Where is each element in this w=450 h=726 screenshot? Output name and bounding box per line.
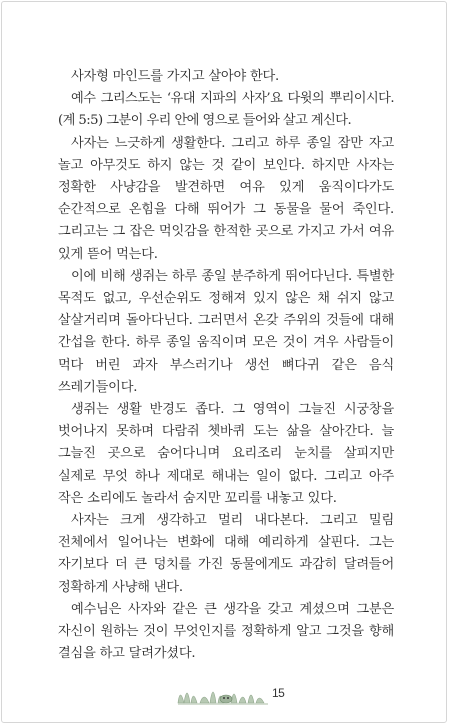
body-text: [58, 66, 394, 665]
footer-illustration: [176, 677, 286, 707]
paragraph: 사자는 느긋하게 생활한다. 그리고 하루 종일 잠만 자고 놀고 아무것도 하지 않는 것 같이 보인다. 하지만 사자는 정확한 사냥감을 발견하면 여유 있게 움직이다가도 순간적으로 온힘을 다해 뛰어가 그 동물을 물어 죽인다. 그리고는 그 잡은 먹잇감을 한적한 곳으로 가지고 가서 여유 있게 뜯어 먹는다.: [58, 135, 394, 262]
paragraph: 예수님은 사자와 같은 큰 생각을 갖고 계셨으며 그분은 자신이 원하는 것이 무엇인지를 정확하게 알고 그것을 향해 결심을 하고 달려가셨다.: [58, 601, 394, 662]
paragraph: 예수 그리스도는 ‘유대 지파의 사자’요 다윗의 뿌리이시다.(계 5:5) 그분이 우리 안에 영으로 들어와 살고 계신다.: [58, 91, 394, 129]
paragraph: 이에 비해 생쥐는 하루 종일 분주하게 뛰어다닌다. 특별한 목적도 없고, 우선순위도 정해져 있지 않은 채 쉬지 않고 살살거리며 돌아다닌다. 그러면서 온갖 주위의 것들에 대해 간섭을 한다. 하루 종일 움직이며 모은 것이 겨우 사람들이 먹다 버린 과자 부스러기나 생선 뼈다귀 같은 음식 쓰레기들이다.: [58, 268, 394, 395]
paragraph: 사자형 마인드를 가지고 살아야 한다.: [71, 69, 280, 84]
grass-doodle-icon: [176, 677, 276, 707]
paragraph: 생쥐는 생활 반경도 좁다. 그 영역이 그늘진 시궁창을 벗어나지 못하며 다람쥐 쳇바퀴 도는 삶을 살아간다. 늘 그늘진 곳으로 숨어다니며 요리조리 눈치를 살피지만 실제로 무엇 하나 제대로 해내는 일이 없다. 그리고 아주 작은 소리에도 놀라서 숨지만 꼬리를 내놓고 있다.: [58, 402, 394, 506]
paragraph: 사자는 크게 생각하고 멀리 내다본다. 그리고 밀림 전체에서 일어나는 변화에 대해 예리하게 살핀다. 그는 자기보다 더 큰 덩치를 가진 동물에게도 과감히 달려들어 정확하게 사냥해 낸다.: [58, 513, 394, 595]
page-number: 15: [272, 686, 285, 700]
